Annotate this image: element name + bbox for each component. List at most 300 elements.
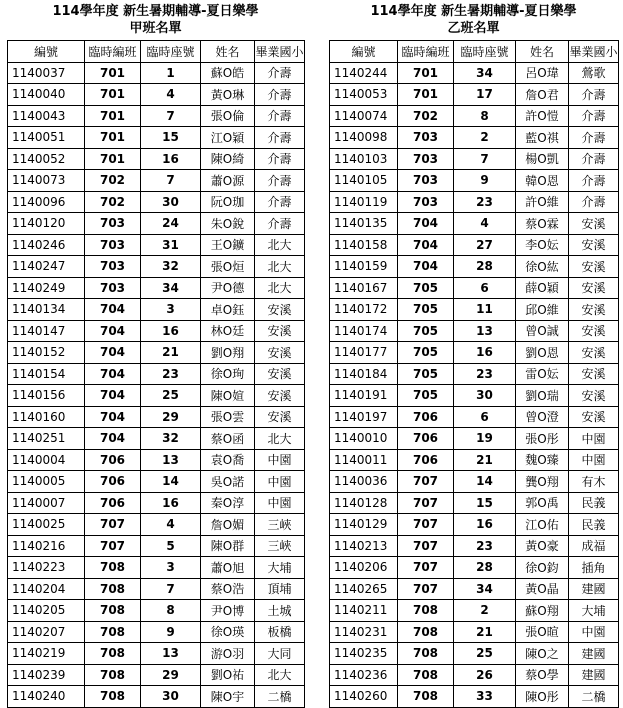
temp-seat: 16 xyxy=(141,148,201,170)
student-name: 呂O瑋 xyxy=(516,62,569,84)
class-b-table xyxy=(329,40,619,708)
temp-seat: 29 xyxy=(141,406,201,428)
temp-class: 707 xyxy=(398,578,454,600)
student-id: 1140073 xyxy=(8,170,85,192)
student-name: 劉O瑞 xyxy=(516,385,569,407)
primary-school: 安溪 xyxy=(569,385,619,407)
student-id: 1140011 xyxy=(330,449,398,471)
table-row xyxy=(330,127,619,149)
primary-school: 北大 xyxy=(255,428,305,450)
header-temp-seat: 臨時座號 xyxy=(454,41,516,63)
student-name: 蘇O翔 xyxy=(516,600,569,622)
student-id: 1140128 xyxy=(330,492,398,514)
student-id: 1140197 xyxy=(330,406,398,428)
header-id: 編號 xyxy=(8,41,85,63)
table-row xyxy=(330,428,619,450)
temp-class: 707 xyxy=(398,557,454,579)
table-row xyxy=(8,170,305,192)
primary-school: 板橋 xyxy=(255,621,305,643)
student-id: 1140211 xyxy=(330,600,398,622)
temp-class: 705 xyxy=(398,342,454,364)
table-row xyxy=(8,105,305,127)
student-id: 1140223 xyxy=(8,557,85,579)
table-row xyxy=(8,514,305,536)
temp-class: 701 xyxy=(85,148,141,170)
table-row xyxy=(330,600,619,622)
student-name: 劉O祐 xyxy=(201,664,255,686)
table-row xyxy=(330,213,619,235)
student-name: 黃O豪 xyxy=(516,535,569,557)
student-name: 劉O恩 xyxy=(516,342,569,364)
temp-seat: 7 xyxy=(141,105,201,127)
student-id: 1140244 xyxy=(330,62,398,84)
primary-school: 中園 xyxy=(569,621,619,643)
temp-class: 708 xyxy=(398,686,454,708)
temp-class: 703 xyxy=(85,277,141,299)
student-id: 1140204 xyxy=(8,578,85,600)
table-row xyxy=(8,62,305,84)
student-name: 蘇O皓 xyxy=(201,62,255,84)
table-row xyxy=(8,299,305,321)
temp-seat: 31 xyxy=(141,234,201,256)
student-id: 1140260 xyxy=(330,686,398,708)
temp-class: 704 xyxy=(85,406,141,428)
temp-seat: 16 xyxy=(141,492,201,514)
student-name: 張O雲 xyxy=(201,406,255,428)
temp-class: 708 xyxy=(85,578,141,600)
temp-seat: 15 xyxy=(454,492,516,514)
student-id: 1140249 xyxy=(8,277,85,299)
header-name: 姓名 xyxy=(516,41,569,63)
temp-seat: 28 xyxy=(454,557,516,579)
table-row xyxy=(8,363,305,385)
student-name: 王O鑛 xyxy=(201,234,255,256)
temp-class: 708 xyxy=(398,664,454,686)
student-name: 詹O君 xyxy=(516,84,569,106)
table-row xyxy=(330,621,619,643)
student-name: 蔡O霖 xyxy=(516,213,569,235)
student-name: 陳O之 xyxy=(516,643,569,665)
table-row xyxy=(330,535,619,557)
primary-school: 建國 xyxy=(569,643,619,665)
student-name: 黃O琳 xyxy=(201,84,255,106)
temp-class: 708 xyxy=(85,643,141,665)
temp-class: 704 xyxy=(85,363,141,385)
temp-class: 704 xyxy=(85,342,141,364)
student-name: 尹O德 xyxy=(201,277,255,299)
student-id: 1140158 xyxy=(330,234,398,256)
table-header-row xyxy=(8,41,305,63)
primary-school: 大同 xyxy=(255,643,305,665)
student-id: 1140246 xyxy=(8,234,85,256)
table-row xyxy=(330,363,619,385)
primary-school: 鶯歌 xyxy=(569,62,619,84)
table-row xyxy=(8,406,305,428)
student-name: 曾O澄 xyxy=(516,406,569,428)
temp-class: 704 xyxy=(85,299,141,321)
student-id: 1140236 xyxy=(330,664,398,686)
table-row xyxy=(8,643,305,665)
temp-seat: 19 xyxy=(454,428,516,450)
table-row xyxy=(330,234,619,256)
student-name: 阮O珈 xyxy=(201,191,255,213)
student-name: 張O彤 xyxy=(516,428,569,450)
temp-class: 707 xyxy=(85,535,141,557)
temp-class: 708 xyxy=(85,557,141,579)
temp-class: 701 xyxy=(398,62,454,84)
student-id: 1140167 xyxy=(330,277,398,299)
temp-seat: 27 xyxy=(454,234,516,256)
table-row xyxy=(330,320,619,342)
student-name: 曾O誠 xyxy=(516,320,569,342)
temp-seat: 21 xyxy=(141,342,201,364)
temp-class: 704 xyxy=(398,234,454,256)
student-id: 1140247 xyxy=(8,256,85,278)
temp-seat: 28 xyxy=(454,256,516,278)
student-name: 韓O恩 xyxy=(516,170,569,192)
table-row xyxy=(330,385,619,407)
temp-class: 702 xyxy=(85,191,141,213)
primary-school: 安溪 xyxy=(569,406,619,428)
temp-seat: 4 xyxy=(141,514,201,536)
table-row xyxy=(330,299,619,321)
student-id: 1140219 xyxy=(8,643,85,665)
primary-school: 介壽 xyxy=(569,191,619,213)
temp-class: 708 xyxy=(398,621,454,643)
student-name: 張O暄 xyxy=(516,621,569,643)
student-id: 1140010 xyxy=(330,428,398,450)
primary-school: 介壽 xyxy=(255,170,305,192)
student-id: 1140216 xyxy=(8,535,85,557)
temp-seat: 14 xyxy=(141,471,201,493)
student-id: 1140053 xyxy=(330,84,398,106)
primary-school: 安溪 xyxy=(569,256,619,278)
class-b-panel xyxy=(329,0,618,708)
temp-seat: 23 xyxy=(454,191,516,213)
temp-seat: 24 xyxy=(141,213,201,235)
temp-class: 705 xyxy=(398,277,454,299)
table-row xyxy=(8,277,305,299)
temp-class: 703 xyxy=(398,148,454,170)
student-id: 1140184 xyxy=(330,363,398,385)
primary-school: 土城 xyxy=(255,600,305,622)
primary-school: 成福 xyxy=(569,535,619,557)
student-name: 劉O翔 xyxy=(201,342,255,364)
student-name: 陳O媗 xyxy=(201,385,255,407)
primary-school: 安溪 xyxy=(569,320,619,342)
student-id: 1140251 xyxy=(8,428,85,450)
student-name: 尹O博 xyxy=(201,600,255,622)
primary-school: 介壽 xyxy=(255,84,305,106)
primary-school: 三峽 xyxy=(255,514,305,536)
table-row xyxy=(8,492,305,514)
student-name: 許O愷 xyxy=(516,105,569,127)
student-id: 1140154 xyxy=(8,363,85,385)
temp-class: 706 xyxy=(398,449,454,471)
temp-class: 708 xyxy=(398,643,454,665)
student-id: 1140129 xyxy=(330,514,398,536)
student-id: 1140207 xyxy=(8,621,85,643)
student-name: 張O倫 xyxy=(201,105,255,127)
student-name: 楊O凱 xyxy=(516,148,569,170)
temp-seat: 33 xyxy=(454,686,516,708)
temp-class: 703 xyxy=(85,213,141,235)
student-id: 1140040 xyxy=(8,84,85,106)
student-id: 1140206 xyxy=(330,557,398,579)
student-id: 1140152 xyxy=(8,342,85,364)
primary-school: 三峽 xyxy=(255,535,305,557)
temp-seat: 34 xyxy=(454,62,516,84)
primary-school: 安溪 xyxy=(255,363,305,385)
primary-school: 頂埔 xyxy=(255,578,305,600)
temp-class: 706 xyxy=(85,471,141,493)
primary-school: 有木 xyxy=(569,471,619,493)
table-row xyxy=(8,686,305,708)
table-row xyxy=(8,213,305,235)
temp-class: 701 xyxy=(85,105,141,127)
temp-class: 708 xyxy=(85,600,141,622)
student-name: 龔O翔 xyxy=(516,471,569,493)
temp-seat: 6 xyxy=(454,406,516,428)
table-row xyxy=(330,191,619,213)
primary-school: 安溪 xyxy=(569,299,619,321)
primary-school: 北大 xyxy=(255,256,305,278)
student-id: 1140096 xyxy=(8,191,85,213)
temp-class: 705 xyxy=(398,299,454,321)
table-row xyxy=(330,277,619,299)
temp-class: 703 xyxy=(398,127,454,149)
temp-class: 703 xyxy=(85,234,141,256)
table-row xyxy=(330,170,619,192)
table-row xyxy=(330,84,619,106)
temp-seat: 23 xyxy=(454,535,516,557)
student-id: 1140239 xyxy=(8,664,85,686)
temp-class: 707 xyxy=(398,471,454,493)
student-name: 陳O彤 xyxy=(516,686,569,708)
primary-school: 中園 xyxy=(255,449,305,471)
student-name: 蔡O函 xyxy=(201,428,255,450)
temp-class: 708 xyxy=(398,600,454,622)
temp-seat: 29 xyxy=(141,664,201,686)
temp-seat: 8 xyxy=(454,105,516,127)
primary-school: 安溪 xyxy=(569,342,619,364)
student-id: 1140007 xyxy=(8,492,85,514)
student-id: 1140213 xyxy=(330,535,398,557)
temp-seat: 13 xyxy=(141,449,201,471)
temp-seat: 21 xyxy=(454,621,516,643)
primary-school: 安溪 xyxy=(255,320,305,342)
temp-seat: 25 xyxy=(454,643,516,665)
temp-seat: 15 xyxy=(141,127,201,149)
table-row xyxy=(8,148,305,170)
student-id: 1140119 xyxy=(330,191,398,213)
student-id: 1140004 xyxy=(8,449,85,471)
temp-class: 704 xyxy=(398,256,454,278)
student-name: 藍O祺 xyxy=(516,127,569,149)
primary-school: 介壽 xyxy=(255,148,305,170)
table-row xyxy=(330,406,619,428)
temp-seat: 7 xyxy=(454,148,516,170)
temp-seat: 4 xyxy=(141,84,201,106)
table-row xyxy=(330,105,619,127)
temp-seat: 11 xyxy=(454,299,516,321)
primary-school: 中園 xyxy=(255,471,305,493)
temp-seat: 32 xyxy=(141,428,201,450)
primary-school: 中園 xyxy=(569,449,619,471)
primary-school: 介壽 xyxy=(255,127,305,149)
primary-school: 北大 xyxy=(255,664,305,686)
student-name: 蕭O源 xyxy=(201,170,255,192)
temp-class: 703 xyxy=(85,256,141,278)
temp-seat: 16 xyxy=(454,514,516,536)
temp-class: 703 xyxy=(398,191,454,213)
primary-school: 安溪 xyxy=(569,363,619,385)
student-name: 袁O喬 xyxy=(201,449,255,471)
temp-seat: 23 xyxy=(454,363,516,385)
student-id: 1140177 xyxy=(330,342,398,364)
primary-school: 介壽 xyxy=(569,105,619,127)
student-id: 1140043 xyxy=(8,105,85,127)
primary-school: 介壽 xyxy=(255,213,305,235)
temp-class: 708 xyxy=(85,664,141,686)
primary-school: 介壽 xyxy=(569,148,619,170)
student-name: 徐O瑛 xyxy=(201,621,255,643)
table-row xyxy=(330,449,619,471)
temp-seat: 17 xyxy=(454,84,516,106)
student-name: 蕭O旭 xyxy=(201,557,255,579)
table-row xyxy=(330,62,619,84)
temp-class: 707 xyxy=(85,514,141,536)
student-id: 1140135 xyxy=(330,213,398,235)
temp-seat: 34 xyxy=(141,277,201,299)
student-id: 1140025 xyxy=(8,514,85,536)
temp-seat: 30 xyxy=(141,686,201,708)
header-primary-school: 畢業國小 xyxy=(569,41,619,63)
temp-class: 703 xyxy=(398,170,454,192)
student-id: 1140105 xyxy=(330,170,398,192)
student-name: 秦O淳 xyxy=(201,492,255,514)
temp-class: 706 xyxy=(85,492,141,514)
temp-seat: 23 xyxy=(141,363,201,385)
temp-class: 705 xyxy=(398,385,454,407)
primary-school: 建國 xyxy=(569,664,619,686)
primary-school: 大埔 xyxy=(569,600,619,622)
student-id: 1140174 xyxy=(330,320,398,342)
table-row xyxy=(8,535,305,557)
table-row xyxy=(8,621,305,643)
temp-seat: 5 xyxy=(141,535,201,557)
temp-seat: 4 xyxy=(454,213,516,235)
temp-seat: 30 xyxy=(141,191,201,213)
primary-school: 安溪 xyxy=(569,277,619,299)
temp-seat: 21 xyxy=(454,449,516,471)
student-id: 1140098 xyxy=(330,127,398,149)
primary-school: 安溪 xyxy=(255,406,305,428)
primary-school: 二橋 xyxy=(255,686,305,708)
primary-school: 二橋 xyxy=(569,686,619,708)
student-name: 張O烜 xyxy=(201,256,255,278)
primary-school: 北大 xyxy=(255,277,305,299)
table-row xyxy=(330,256,619,278)
primary-school: 介壽 xyxy=(255,191,305,213)
student-id: 1140052 xyxy=(8,148,85,170)
student-id: 1140051 xyxy=(8,127,85,149)
class-a-panel xyxy=(7,0,304,708)
student-id: 1140103 xyxy=(330,148,398,170)
primary-school: 安溪 xyxy=(569,234,619,256)
student-id: 1140159 xyxy=(330,256,398,278)
temp-seat: 32 xyxy=(141,256,201,278)
student-name: 黃O晶 xyxy=(516,578,569,600)
header-temp-seat: 臨時座號 xyxy=(141,41,201,63)
temp-seat: 13 xyxy=(454,320,516,342)
table-row xyxy=(8,127,305,149)
student-name: 徐O紘 xyxy=(516,256,569,278)
temp-seat: 26 xyxy=(454,664,516,686)
temp-class: 707 xyxy=(398,535,454,557)
student-id: 1140134 xyxy=(8,299,85,321)
temp-seat: 9 xyxy=(141,621,201,643)
student-name: 徐O珣 xyxy=(201,363,255,385)
primary-school: 介壽 xyxy=(569,84,619,106)
table-row xyxy=(8,84,305,106)
student-id: 1140231 xyxy=(330,621,398,643)
student-name: 江O穎 xyxy=(201,127,255,149)
temp-seat: 25 xyxy=(141,385,201,407)
table-row xyxy=(8,664,305,686)
student-id: 1140205 xyxy=(8,600,85,622)
student-name: 李O妘 xyxy=(516,234,569,256)
table-row xyxy=(8,191,305,213)
student-id: 1140156 xyxy=(8,385,85,407)
temp-class: 702 xyxy=(398,105,454,127)
student-id: 1140120 xyxy=(8,213,85,235)
student-id: 1140172 xyxy=(330,299,398,321)
temp-seat: 30 xyxy=(454,385,516,407)
student-name: 雷O妘 xyxy=(516,363,569,385)
primary-school: 中園 xyxy=(255,492,305,514)
document-title: 114學年度 新生暑期輔導-夏日樂學 xyxy=(52,4,259,19)
table-row xyxy=(8,256,305,278)
temp-class: 708 xyxy=(85,621,141,643)
table-row xyxy=(330,557,619,579)
primary-school: 介壽 xyxy=(569,170,619,192)
header-temp-class: 臨時編班 xyxy=(85,41,141,63)
student-name: 陳O宇 xyxy=(201,686,255,708)
temp-class: 706 xyxy=(398,428,454,450)
class-b-rows xyxy=(330,62,619,707)
temp-class: 702 xyxy=(85,170,141,192)
temp-class: 704 xyxy=(398,213,454,235)
primary-school: 介壽 xyxy=(569,127,619,149)
temp-class: 701 xyxy=(85,84,141,106)
table-row xyxy=(330,471,619,493)
temp-class: 701 xyxy=(398,84,454,106)
temp-class: 707 xyxy=(398,514,454,536)
temp-seat: 2 xyxy=(454,127,516,149)
table-row xyxy=(330,578,619,600)
table-row xyxy=(8,320,305,342)
student-name: 朱O銳 xyxy=(201,213,255,235)
table-row xyxy=(8,234,305,256)
student-id: 1140037 xyxy=(8,62,85,84)
table-row xyxy=(330,514,619,536)
table-row xyxy=(330,148,619,170)
student-name: 薛O穎 xyxy=(516,277,569,299)
table-row xyxy=(8,385,305,407)
student-name: 蔡O學 xyxy=(516,664,569,686)
temp-class: 706 xyxy=(85,449,141,471)
